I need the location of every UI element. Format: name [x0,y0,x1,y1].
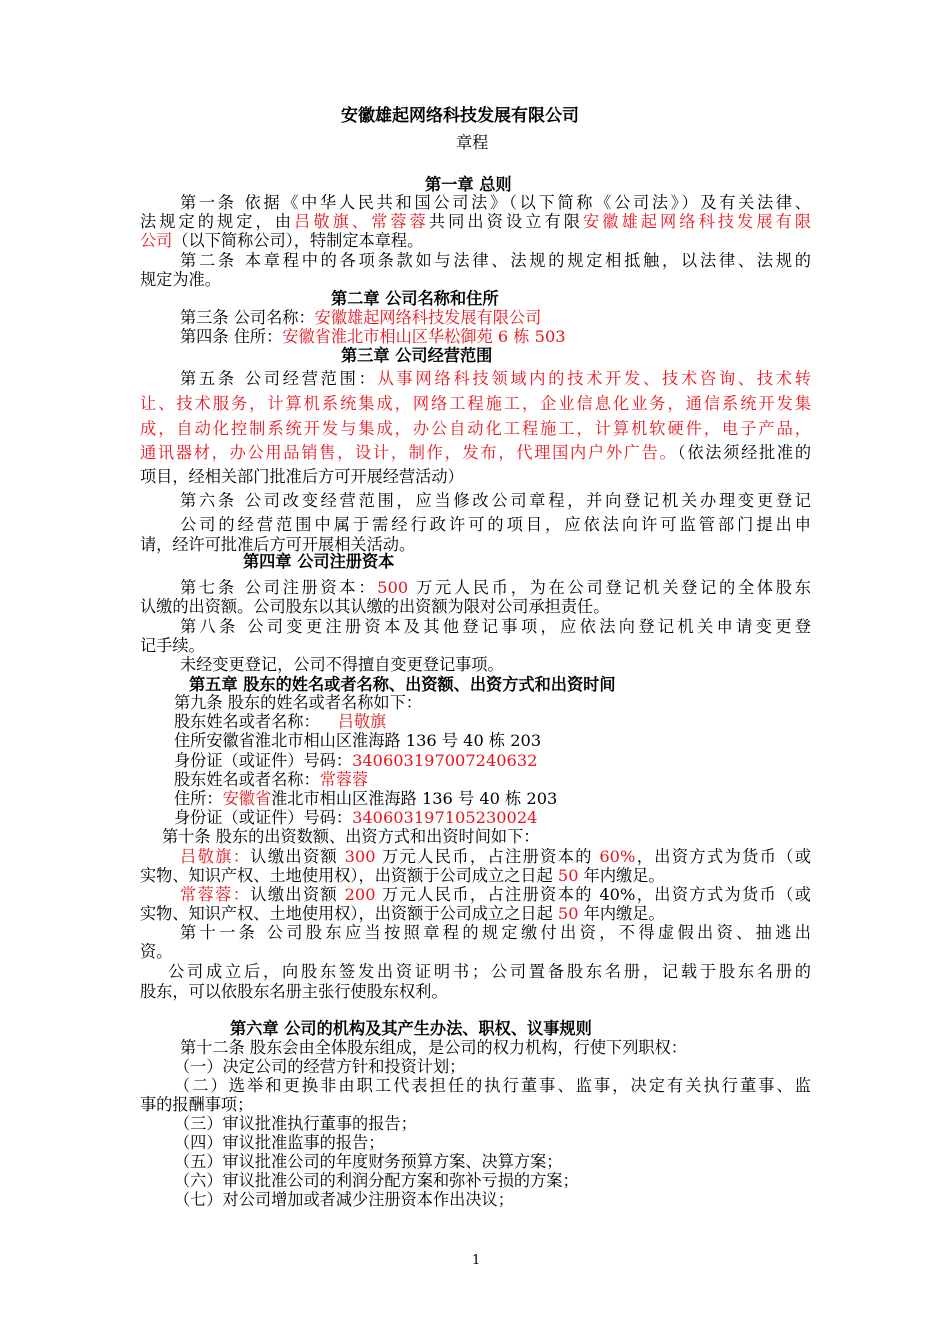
address-province: 安徽省 [222,789,272,808]
text-run: （依法须经批准的 [677,443,812,462]
contribution-years: 50 [557,904,579,923]
text-run: 万元人民币，占注册资本的 40%，出资方式为货币（或 [375,885,811,904]
shareholder-name: 常蓉蓉 [319,770,369,789]
paragraph-line [140,231,423,251]
text-run: 住所： [174,789,223,808]
document-title: 章程 [456,133,489,152]
shareholder-name-line [174,770,368,790]
text-run: 身份证（或证件）号码： [174,808,353,827]
shareholder-name: 吕敬旗 [337,712,387,731]
list-item: （二）选举和更换非由职工代表担任的执行董事、监事，决定有关执行董事、监 [174,1076,811,1095]
paragraph-line [140,212,811,232]
paragraph-line: 公司成立后，向股东签发出资证明书；公司置备股东名册，记载于股东名册的 [168,962,811,981]
text-run: 第五条 公司经营范围： [180,369,378,388]
paragraph-line [180,369,811,389]
list-item: （五）审议批准公司的年度财务预算方案、决算方案； [174,1152,563,1171]
paragraph-line: 第十条 股东的出资数额、出资方式和出资时间如下： [162,827,540,846]
paragraph-line: 认缴的出资额。公司股东以其认缴的出资额为限对公司承担责任。 [140,597,610,616]
chapter-heading: 第一章 总则 [425,175,512,194]
company-name: 安徽雄起网络科技发展有限 [582,212,812,231]
business-scope: 成，自动化控制系统开发与集成，办公自动化工程施工，计算机软硬件，电子产品， [140,419,811,438]
registered-capital: 500 [377,578,409,597]
list-item: （一）决定公司的经营方针和投资计划； [174,1057,466,1076]
company-title: 安徽雄起网络科技发展有限公司 [341,106,579,126]
contribution-line [180,885,811,905]
paragraph-line [140,443,811,463]
paragraph-line: 未经变更登记，公司不得擅自变更登记事项。 [180,655,504,674]
contribution-line [140,866,665,886]
contribution-amount: 200 [344,885,376,904]
text-run: 共同出资设立有限 [428,212,583,231]
contribution-percent: 60% [599,847,636,866]
shareholder-name: 吕敬旗： [180,847,251,866]
shareholder-address [174,789,557,809]
text-run: 第七条 公司注册资本： [180,578,378,597]
chapter-heading: 第三章 公司经营范围 [341,346,493,365]
paragraph-line: 第十二条 股东会由全体股东组成，是公司的权力机构，行使下列职权： [180,1038,687,1057]
text-run: 年内缴足。 [578,904,665,923]
company-name: 安徽雄起网络科技发展有限公司 [314,308,542,327]
paragraph-line: 公司的经营范围中属于需经行政许可的项目，应依法向许可监管部门提出申 [180,515,811,534]
contribution-line [140,904,665,924]
text-run: 股东姓名或者名称： [174,712,320,731]
chapter-heading: 第五章 股东的姓名或者名称、出资额、出资方式和出资时间 [189,675,616,694]
shareholder-name: 常蓉蓉： [180,885,251,904]
company-address: 安徽省淮北市相山区华松御苑 6 栋 503 [282,327,566,346]
id-number: 340603197105230024 [352,808,538,827]
shareholder-name-line [174,712,386,732]
paragraph-line: 项目，经相关部门批准后方可开展经营活动） [140,467,464,486]
chapter-heading: 第六章 公司的机构及其产生办法、职权、议事规则 [230,1019,592,1038]
list-item: （四）审议批准监事的报告； [174,1133,385,1152]
text-run: 认缴出资额 [250,847,345,866]
text-run: 法规定的规定，由 [140,212,295,231]
contribution-amount: 300 [344,847,376,866]
shareholder-id-line [174,751,537,771]
chapter-heading: 第二章 公司名称和住所 [331,289,499,308]
paragraph-line: 股东，可以依股东名册主张行使股东权利。 [140,982,448,1001]
text-run: 第三条 公司名称： [180,308,315,327]
paragraph-line: 第八条 公司变更注册资本及其他登记事项，应依法向登记机关申请变更登 [180,617,811,636]
paragraph-line: 第二条 本章程中的各项条款如与法律、法规的规定相抵触，以法律、法规的 [180,251,811,270]
paragraph-line [180,578,811,598]
text-run: 认缴出资额 [250,885,345,904]
chapter-heading: 第四章 公司注册资本 [243,552,395,571]
text-run: 万元人民币，占注册资本的 [375,847,600,866]
list-item: （六）审议批准公司的利润分配方案和弥补亏损的方案； [174,1171,579,1190]
text-run: ，出资方式为货币（或 [635,847,812,866]
business-scope: 让、技术服务，计算机系统集成，网络工程施工，企业信息化业务，通信系统开发集 [140,394,811,413]
business-scope: 通讯器材，办公用品销售，设计，制作，发布，代理国内户外广告。 [140,443,678,462]
text-run: 第四条 住所： [180,327,283,346]
list-item: （三）审议批准执行董事的报告； [174,1114,417,1133]
paragraph-line: 第一条 依据《中华人民共和国公司法》（以下简称《公司法》）及有关法律、 [180,193,811,212]
paragraph-line: 规定为准。 [140,270,221,289]
text-run: 淮北市相山区淮海路 136 号 40 栋 203 [271,789,558,808]
company-name: 公司 [140,231,173,250]
text-run: 万元人民币，为在公司登记机关登记的全体股东 [408,578,811,597]
address-line [180,327,566,347]
paragraph-line: 记手续。 [140,636,205,655]
text-run: （以下简称公司），特制定本章程。 [172,231,424,250]
list-item: 事的报酬事项； [140,1095,254,1114]
text-run: 股东姓名或者名称： [174,770,320,789]
contribution-years: 50 [557,866,579,885]
paragraph-line: 请，经许可批准后方可开展相关活动。 [140,535,416,554]
text-run: 身份证（或证件）号码： [174,751,353,770]
paragraph-line: 第六条 公司改变经营范围，应当修改公司章程，并向登记机关办理变更登记 [180,491,811,510]
paragraph-line: 第十一条 公司股东应当按照章程的规定缴付出资，不得虚假出资、抽逃出 [180,923,811,942]
shareholder-names: 吕敬旗、常蓉蓉 [294,212,429,231]
paragraph-line: 资。 [140,942,173,961]
business-scope: 从事网络科技领域内的技术开发、技术咨询、技术转 [377,369,811,388]
list-item: （七）对公司增加或者减少注册资本作出决议； [174,1190,514,1209]
contribution-line [180,847,811,867]
shareholder-address: 住所安徽省淮北市相山区淮海路 136 号 40 栋 203 [174,731,542,750]
shareholder-id-line [174,808,537,828]
paragraph-line: 第九条 股东的姓名或者名称如下： [174,693,422,712]
id-number: 340603197007240632 [352,751,538,770]
text-run: 实物、知识产权、土地使用权），出资额于公司成立之日起 [140,866,558,885]
text-run: 实物、知识产权、土地使用权），出资额于公司成立之日起 [140,904,558,923]
company-name-line [180,308,541,328]
page-number: 1 [472,1253,481,1268]
text-run: 年内缴足。 [578,866,665,885]
